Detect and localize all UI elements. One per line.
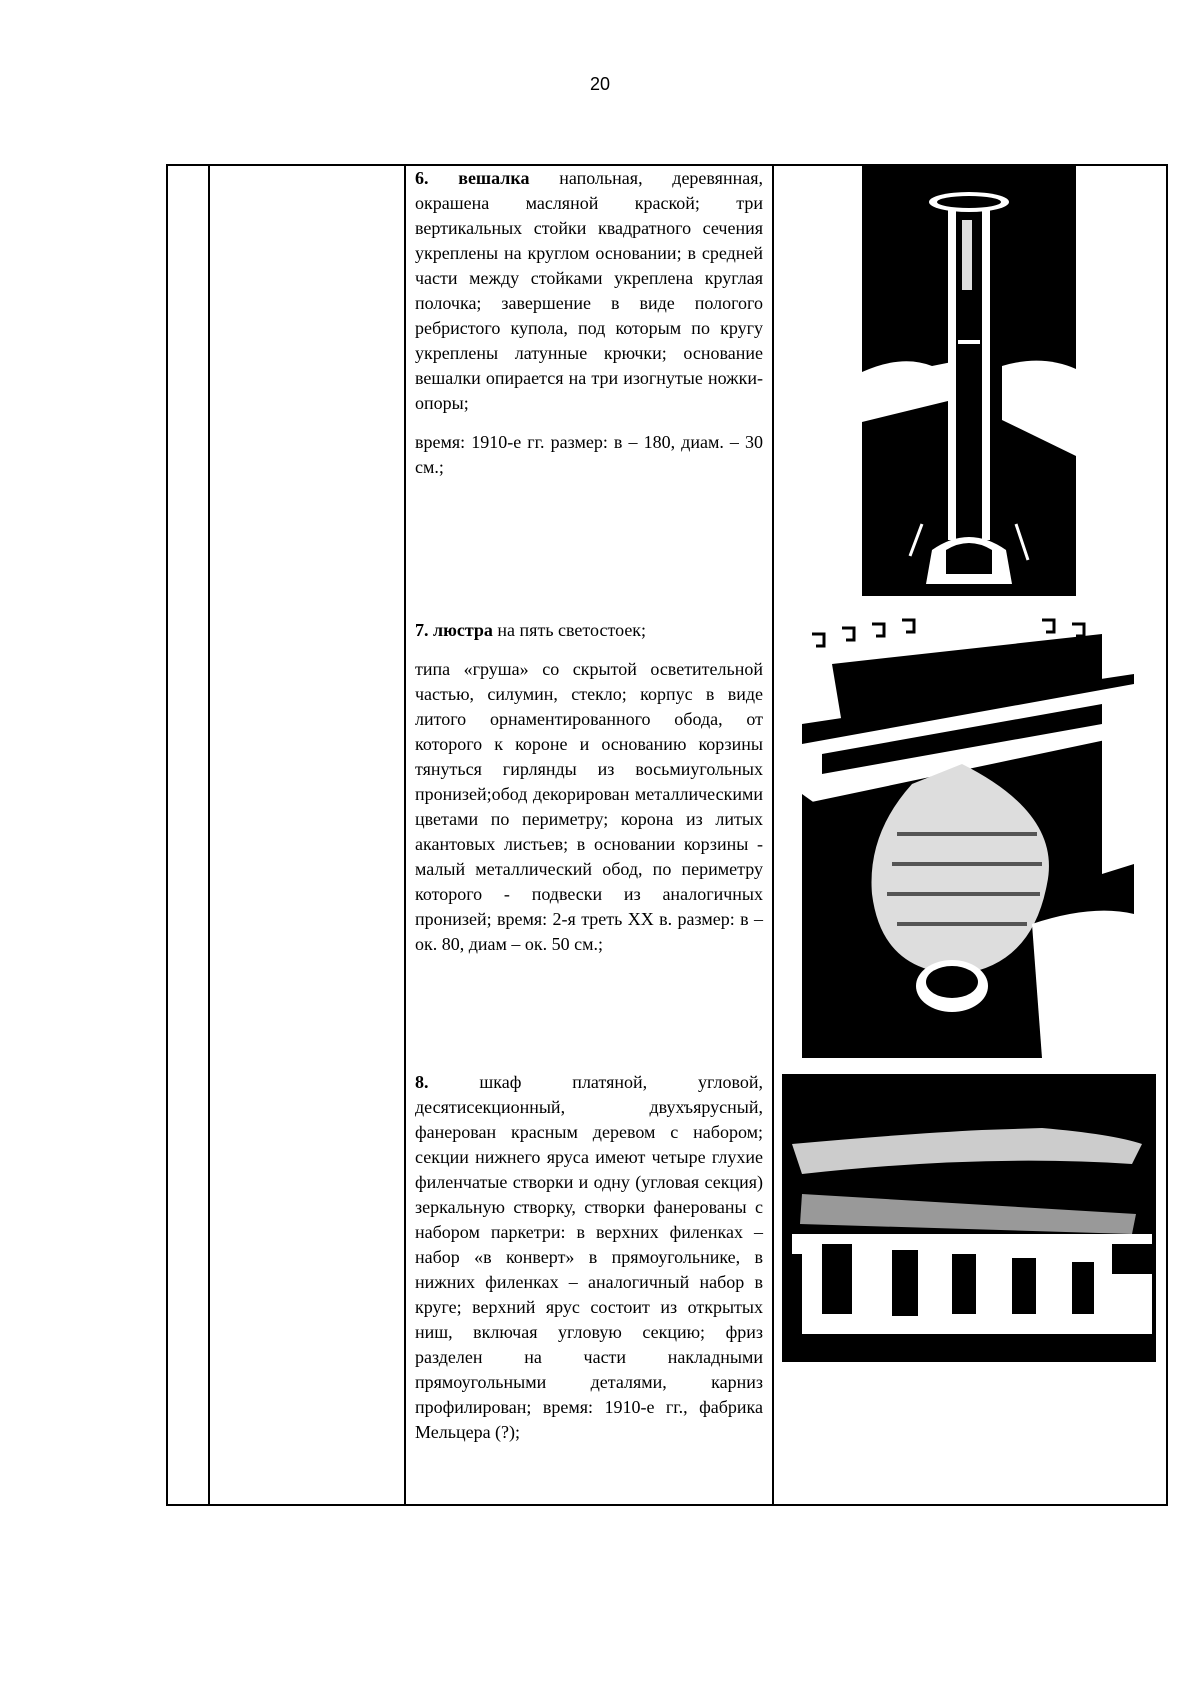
chandelier-photo [802, 614, 1134, 1058]
item-number: 6. [415, 168, 429, 188]
item-number: 7. [415, 620, 429, 640]
wardrobe-photo [782, 1074, 1156, 1362]
column-divider [772, 166, 774, 1504]
item-8-text [415, 1070, 763, 1459]
item-description: напольная, деревянная, окрашена масляной краской; три вертикальных стойки квадратного сечения укреплены на круглом основании; в средней части между стойками укреплена круглая полочка; завершение в виде пологого ребристого купола, под которым по кругу укреплены латунные крючки; основание вешалки опирается на три изогнутые ножки-опоры; [415, 168, 763, 413]
item-title: люстра [433, 620, 493, 640]
item-number: 8. [415, 1072, 429, 1092]
column-divider [208, 166, 210, 1504]
item-description: на пять светостоек; [492, 620, 647, 640]
column-divider [404, 166, 406, 1504]
item-7-text [415, 618, 763, 971]
item-6-text [415, 166, 763, 494]
item-title: вешалка [458, 168, 530, 188]
item-details: время: 1910-е гг. размер: в – 180, диам. – 30 см.; [415, 432, 763, 477]
page-number: 20 [589, 74, 611, 94]
item-details: типа «груша» со скрытой осветительной частью, силумин, стекло; корпус в виде литого орнаментированного обода, от которого к короне и основанию корзины тянуться гирлянды из восьмиугольных пронизей;обод декорирован металлическими цветами по периметру; корона из литых акантовых листьев; в основании корзины - малый металлический обод, по периметру которого - подвески из аналогичных пронизей; время: 2-я треть XX в. размер: в – ок. 80, диам – ок. 50 см.; [415, 659, 763, 954]
item-description: шкаф платяной, угловой, десятисекционный, двухъярусный, фанерован красным деревом с набором; секции нижнего яруса имеют четыре глухие филенчатые створки и одну (угловая секция) зеркальную створку, створки фанерованы с набором паркетри: в верхних филенках – набор «в конверт» в прямоугольнике, в нижних филенках – аналогичный набор в круге; верхний ярус состоит из открытых ниш, включая угловую секцию; фриз разделен на части накладными прямоугольными деталями, карниз профилирован; время: 1910-е гг., фабрика Мельцера (?); [415, 1072, 763, 1442]
coat-rack-photo [862, 164, 1076, 596]
